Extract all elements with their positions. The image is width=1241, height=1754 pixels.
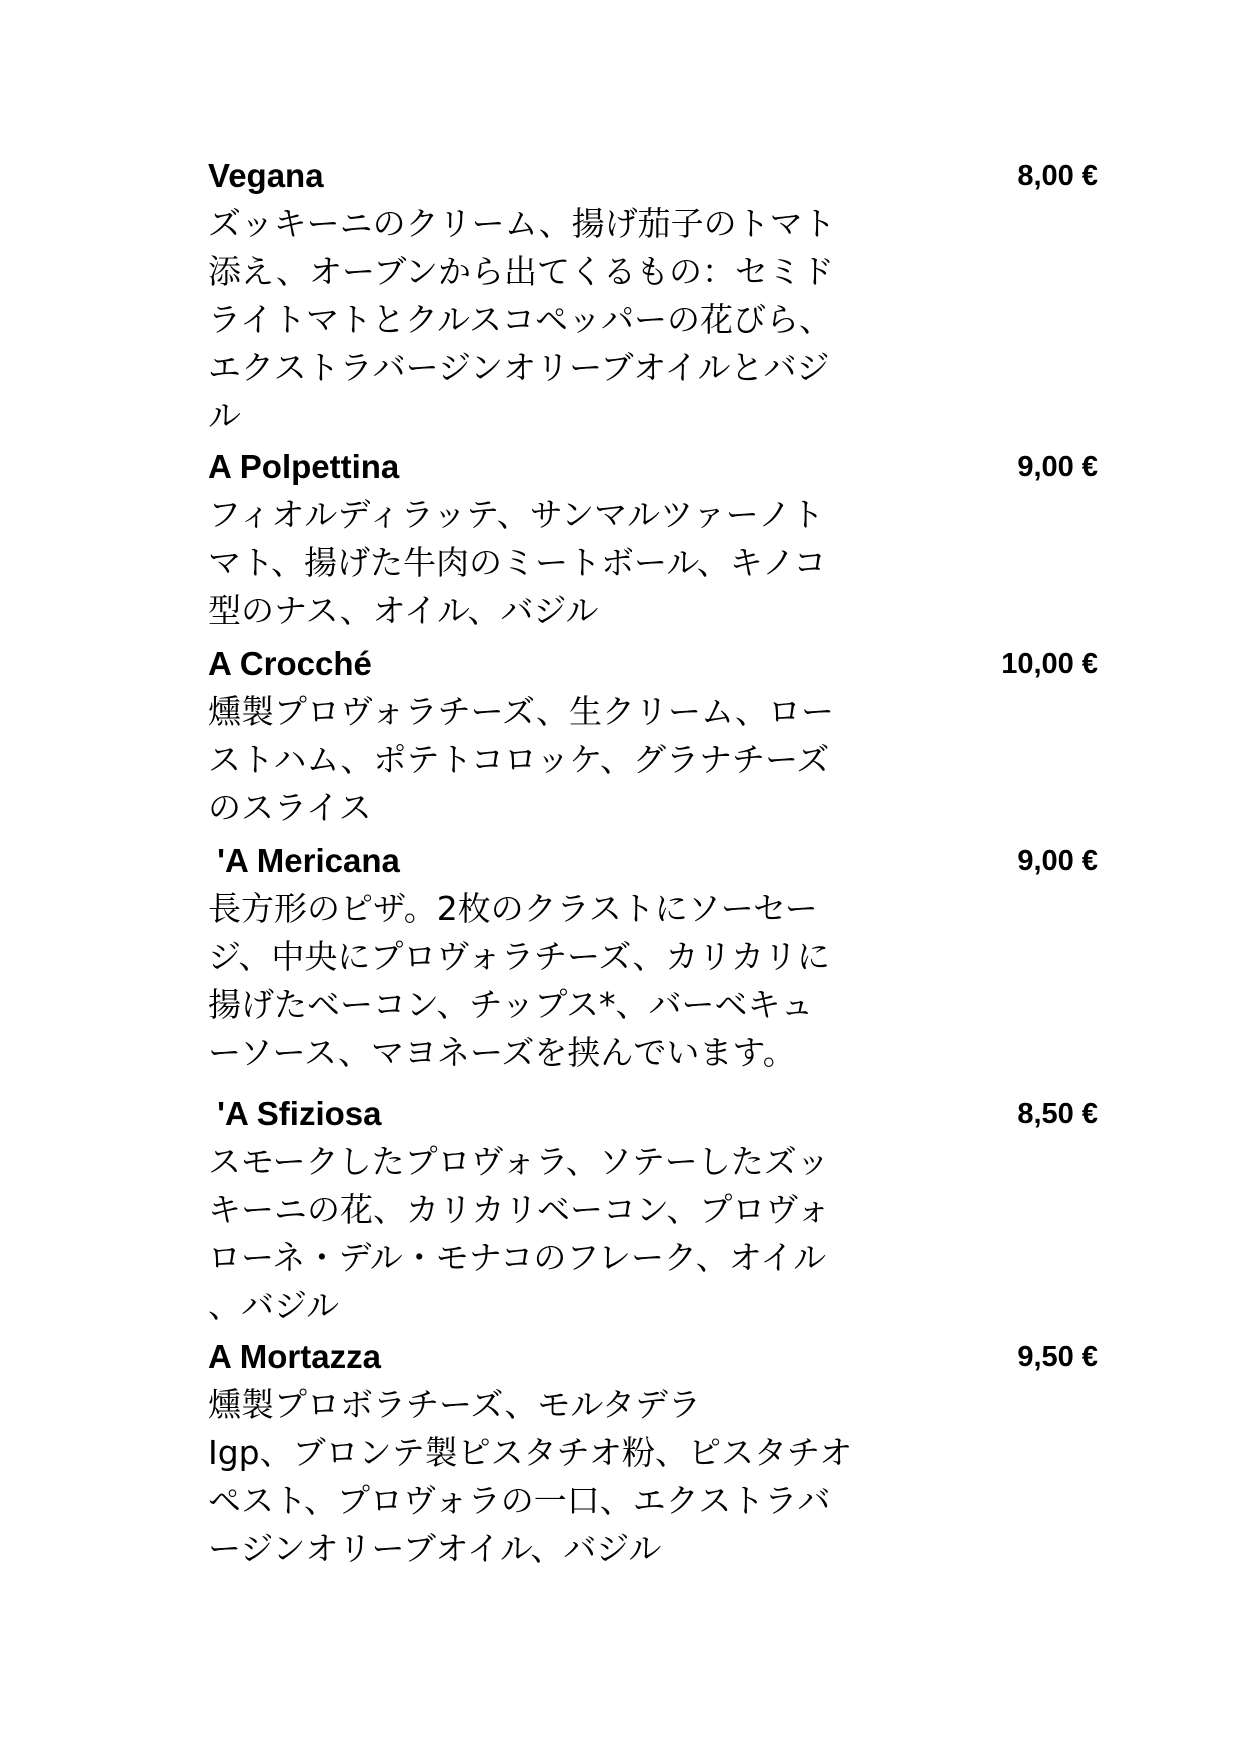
description-line: ペスト、プロヴォラの一口、エクストラバ: [208, 1481, 831, 1520]
menu-item-a-crocche: [208, 642, 1098, 832]
description-line: ローネ・デル・モナコのフレーク、オイル: [208, 1238, 827, 1277]
description-line: 揚げたベーコン、チップス*、バーベキュ: [208, 985, 814, 1024]
description-line: ージンオリーブオイル、バジル: [208, 1529, 662, 1568]
description-line: キーニの花、カリカリベーコン、プロヴォ: [208, 1190, 831, 1229]
menu-item-header: [208, 154, 1098, 198]
description-line: ジ、中央にプロヴォラチーズ、カリカリに: [208, 937, 831, 976]
menu-item-header: [208, 1092, 1098, 1136]
menu-item-name: 'A Sfiziosa: [208, 1095, 382, 1132]
menu-item-header: [208, 445, 1098, 489]
menu-item-description: [208, 1381, 918, 1573]
menu-item-price: 9,50 €: [1017, 1341, 1098, 1373]
menu-item-description: [208, 885, 918, 1077]
menu-item-a-sfiziosa: [208, 1092, 1098, 1330]
description-line: フィオルディラッテ、サンマルツァーノト: [208, 495, 825, 534]
description-line: 燻製プロヴォラチーズ、生クリーム、ロー: [208, 692, 835, 731]
description-line: 添え、オーブンから出てくるもの：セミド: [208, 252, 835, 291]
menu-item-price: 8,00 €: [1017, 160, 1098, 192]
menu-item-price: 9,00 €: [1017, 845, 1098, 877]
description-line: ズッキーニのクリーム、揚げ茄子のトマト: [208, 204, 836, 243]
menu-item-a-mortazza: [208, 1335, 1098, 1573]
menu-item-name: A Mortazza: [208, 1338, 381, 1375]
menu-item-description: [208, 200, 918, 440]
menu-item-a-mericana: [208, 839, 1098, 1077]
menu-item-description: [208, 1138, 918, 1330]
description-line: エクストラバージンオリーブオイルとバジ: [208, 348, 830, 387]
description-line: ライトマトとクルスコペッパーの花びら、: [208, 300, 833, 339]
description-line: 長方形のピザ。2枚のクラストにソーセー: [208, 889, 818, 928]
menu-item-name: A Crocché: [208, 645, 372, 682]
menu-item-header: [208, 1335, 1098, 1379]
menu-item-header: [208, 642, 1098, 686]
description-line: 、バジル: [208, 1286, 340, 1325]
description-line: スモークしたプロヴォラ、ソテーしたズッ: [208, 1142, 830, 1181]
menu-item-name: Vegana: [208, 157, 324, 194]
description-line: ル: [208, 396, 241, 435]
description-line: ーソース、マヨネーズを挟んでいます。: [208, 1033, 796, 1072]
description-line: 燻製プロボラチーズ、モルタデラ: [208, 1385, 702, 1424]
menu-item-vegana: [208, 154, 1098, 440]
description-line: ストハム、ポテトコロッケ、グラナチーズ: [208, 740, 830, 779]
menu-item-name: 'A Mericana: [208, 842, 400, 879]
menu-item-description: [208, 491, 918, 635]
description-line: のスライス: [208, 788, 372, 827]
description-line: 型のナス、オイル、バジル: [208, 591, 599, 630]
menu-item-header: [208, 839, 1098, 883]
description-line: Igp、ブロンテ製ピスタチオ粉、ピスタチオ: [208, 1433, 853, 1472]
menu-item-a-polpettina: [208, 445, 1098, 635]
menu-item-name: A Polpettina: [208, 448, 400, 485]
menu-item-description: [208, 688, 918, 832]
menu-item-price: 9,00 €: [1017, 451, 1098, 483]
menu-item-price: 10,00 €: [1001, 648, 1098, 680]
description-line: マト、揚げた牛肉のミートボール、キノコ: [208, 543, 827, 582]
menu-item-price: 8,50 €: [1017, 1098, 1098, 1130]
